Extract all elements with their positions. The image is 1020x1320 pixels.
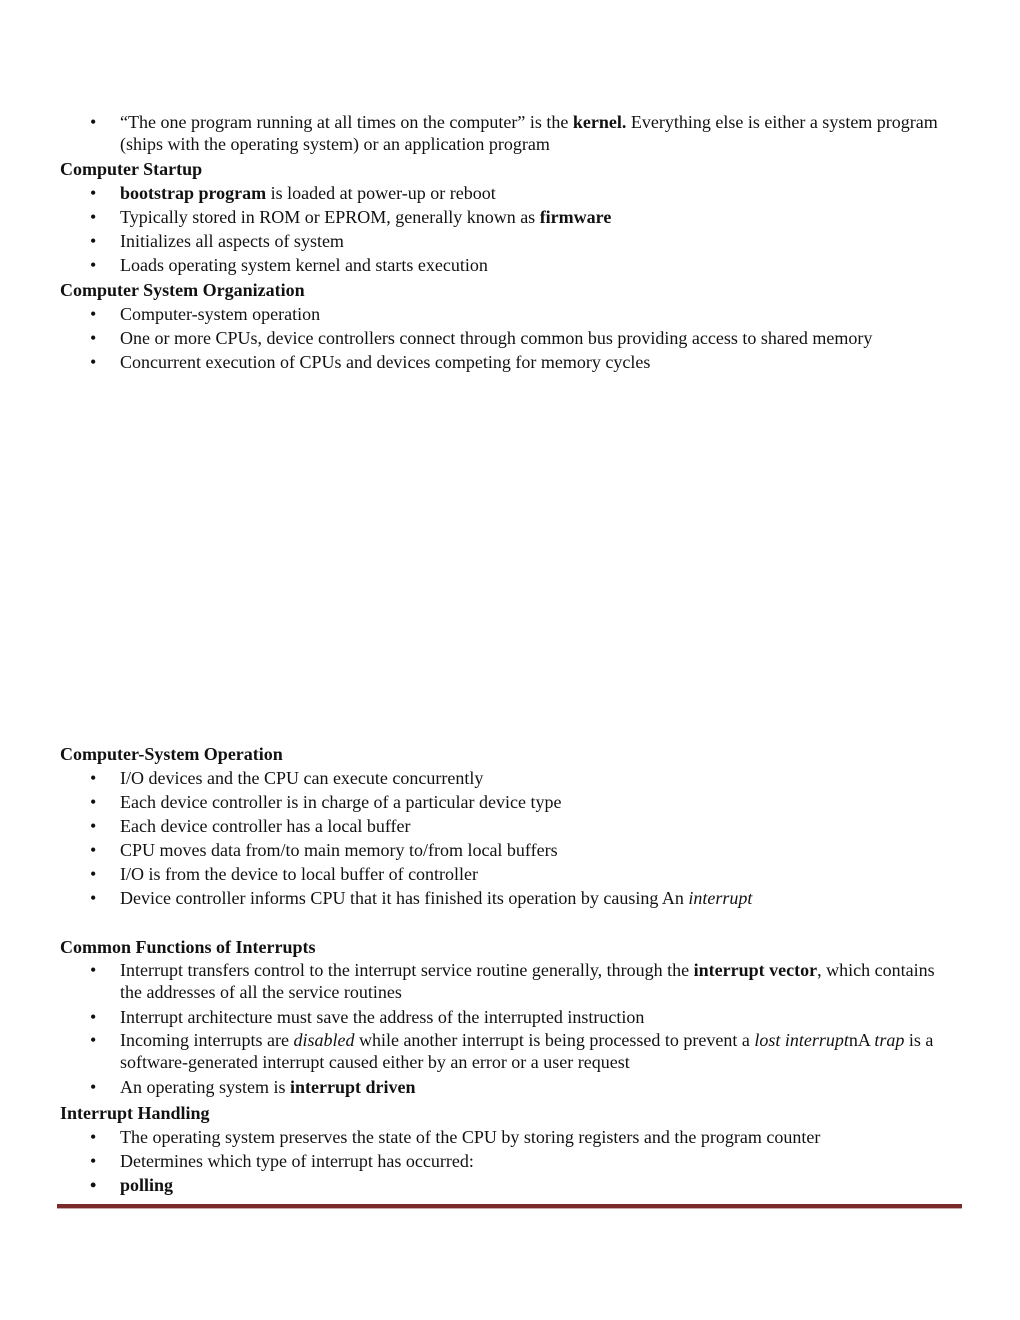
interrupt-functions-section <box>60 935 960 1099</box>
list-item: • Loads operating system kernel and starts execution <box>60 253 960 277</box>
list-item: • Interrupt transfers control to the interrupt service routine generally, through the interrupt vector, which contains the addresses of all the service routines <box>60 959 960 1003</box>
list-item: • Determines which type of interrupt has occurred: <box>60 1149 960 1173</box>
list-item: • “The one program running at all times on the computer” is the kernel. Everything else is either a system program (ships with the operating system) or an application program <box>60 111 960 155</box>
intro-section <box>60 111 960 157</box>
list-item: • I/O devices and the CPU can execute concurrently <box>60 766 960 790</box>
section-heading: Computer System Organization <box>60 280 305 300</box>
startup-list <box>60 181 960 277</box>
interrupt-handling-section <box>60 1101 960 1197</box>
functions-list <box>60 959 960 1099</box>
computer-startup-section <box>60 157 960 277</box>
list-item: • An operating system is interrupt driven <box>60 1075 960 1099</box>
list-item: • The operating system preserves the state of the CPU by storing registers and the program counter <box>60 1125 960 1149</box>
list-item: • Each device controller is in charge of a particular device type <box>60 790 960 814</box>
list-item: • One or more CPUs, device controllers connect through common bus providing access to shared memory <box>60 326 960 350</box>
organization-list <box>60 302 960 374</box>
list-item: • polling <box>60 1173 960 1197</box>
list-item: • Device controller informs CPU that it has finished its operation by causing An interrupt <box>60 886 960 910</box>
list-item: • Computer-system operation <box>60 302 960 326</box>
intro-list <box>60 111 960 155</box>
list-item: • Incoming interrupts are disabled while another interrupt is being processed to prevent a lost interruptnA trap is a software-generated interrupt caused either by an error or a user request <box>60 1029 960 1073</box>
list-item: • Concurrent execution of CPUs and devices competing for memory cycles <box>60 350 960 374</box>
list-item: • CPU moves data from/to main memory to/from local buffers <box>60 838 960 862</box>
footer-divider <box>57 1204 962 1209</box>
list-item: • Each device controller has a local buffer <box>60 814 960 838</box>
handling-list <box>60 1125 960 1197</box>
list-item: • Typically stored in ROM or EPROM, generally known as firmware <box>60 205 960 229</box>
list-item: • Interrupt architecture must save the address of the interrupted instruction <box>60 1005 960 1029</box>
section-heading: Common Functions of Interrupts <box>60 937 316 957</box>
section-heading: Interrupt Handling <box>60 1103 210 1123</box>
system-organization-section <box>60 278 960 374</box>
list-item: • bootstrap program is loaded at power-up or reboot <box>60 181 960 205</box>
section-heading: Computer Startup <box>60 159 203 179</box>
list-item: • I/O is from the device to local buffer of controller <box>60 862 960 886</box>
list-item: • Initializes all aspects of system <box>60 229 960 253</box>
system-operation-section <box>60 742 960 910</box>
section-heading: Computer-System Operation <box>60 744 283 764</box>
operation-list <box>60 766 960 910</box>
